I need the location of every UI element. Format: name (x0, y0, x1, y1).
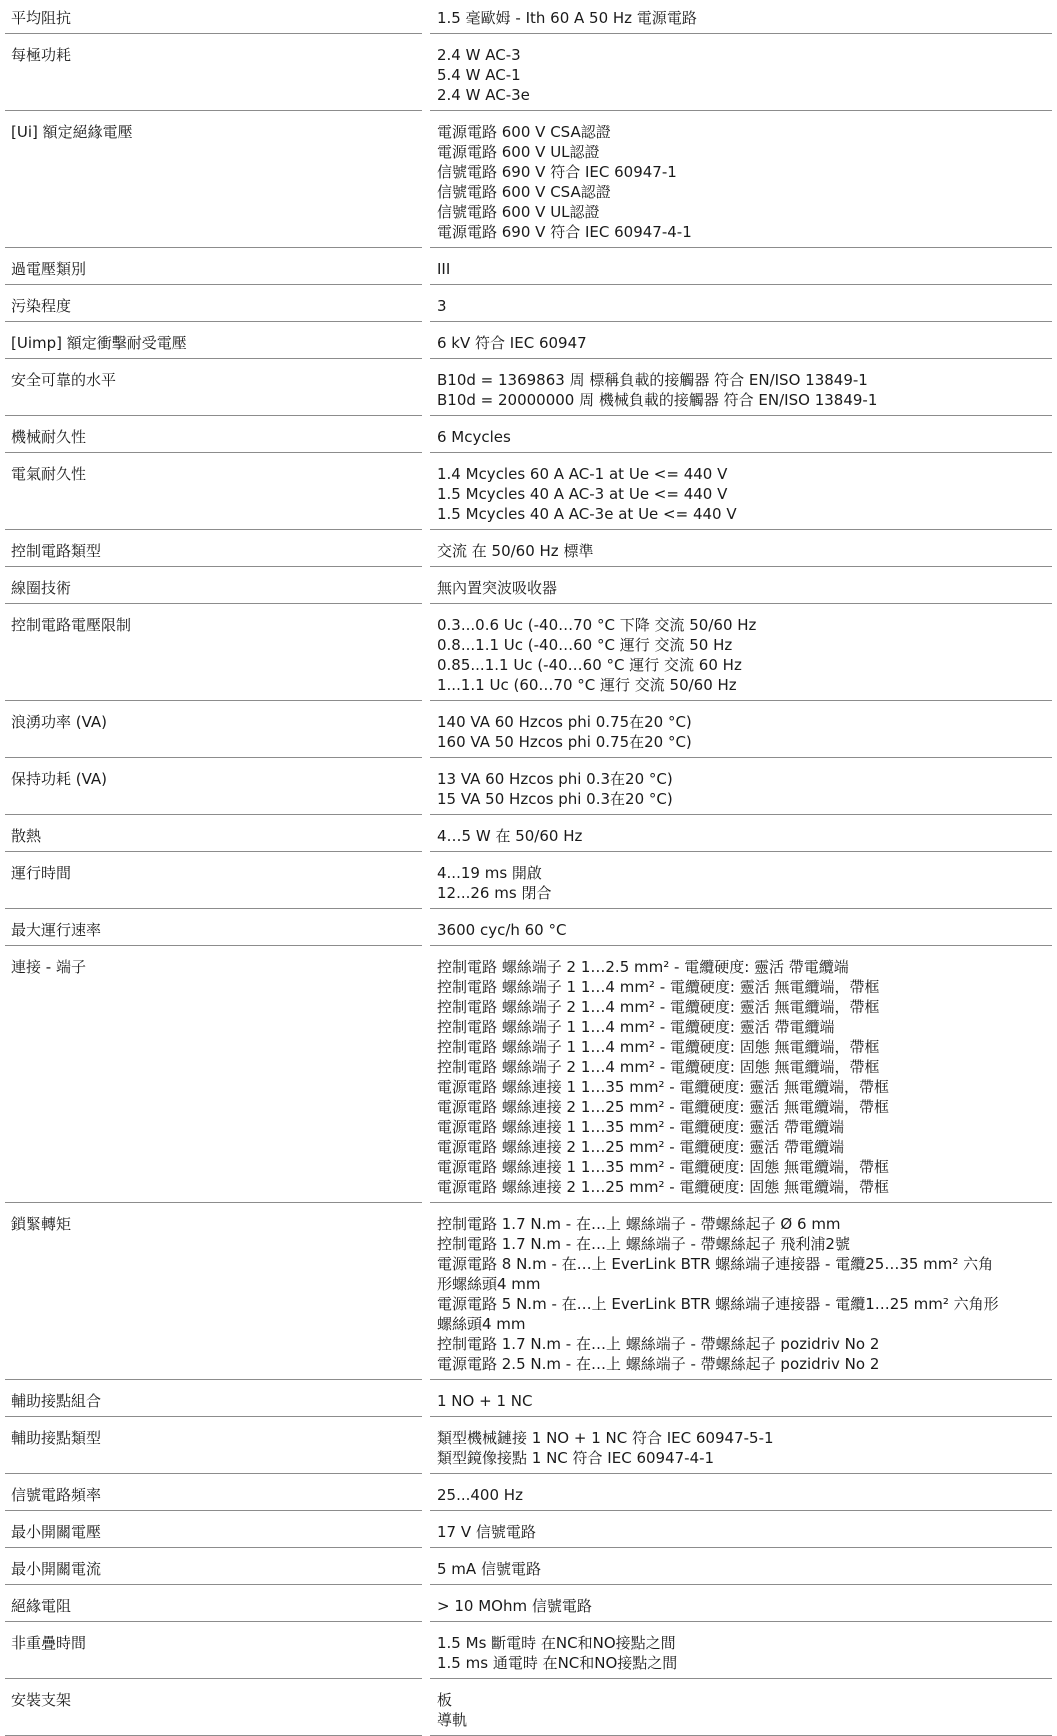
spec-value-line: 電源電路 8 N.m - 在…上 EverLink BTR 螺絲端子連接器 - 電纜25…35 mm² 六角 (437, 1255, 994, 1273)
spec-label: 信號電路頻率 (11, 1486, 102, 1504)
spec-value-cell (430, 5, 1052, 34)
spec-row (5, 917, 1052, 946)
spec-value-line: 0.3...0.6 Uc (-40…70 °C 下降 交流 50/60 Hz (437, 616, 757, 634)
spec-label-cell (5, 293, 422, 322)
spec-value-line: 控制電路 螺絲端子 1 1…4 mm² - 電纜硬度: 固態 無電纜端，帶框 (437, 1038, 880, 1056)
spec-value-cell (430, 823, 1052, 852)
spec-row (5, 461, 1052, 530)
spec-value-line: 4…5 W 在 50/60 Hz (437, 827, 583, 845)
spec-label-cell (5, 709, 422, 758)
spec-value-line: 2.4 W AC-3e (437, 86, 530, 104)
spec-value-line: 0.85...1.1 Uc (-40…60 °C 運行 交流 60 Hz (437, 656, 742, 674)
spec-row (5, 119, 1052, 248)
spec-table (5, 5, 1052, 1736)
spec-label: 每極功耗 (11, 46, 72, 64)
spec-value-cell (430, 1519, 1052, 1548)
spec-value-line: 15 VA 50 Hzcos phi 0.3在20 °C) (437, 790, 673, 808)
spec-label: 安裝支架 (11, 1691, 72, 1709)
spec-label: 最小開關電流 (11, 1560, 102, 1578)
spec-value-line: > 10 MOhm 信號電路 (437, 1597, 592, 1615)
spec-label: 輔助接點類型 (11, 1429, 102, 1447)
spec-value-line: 12...26 ms 閉合 (437, 884, 552, 902)
spec-label-cell (5, 1211, 422, 1380)
spec-label: 浪湧功率 (VA) (11, 713, 108, 731)
spec-row (5, 1482, 1052, 1511)
spec-value-line: 6 kV 符合 IEC 60947 (437, 334, 587, 352)
spec-value-line: 控制電路 1.7 N.m - 在…上 螺絲端子 - 帶螺絲起子 Ø 6 mm (437, 1215, 841, 1233)
spec-row (5, 823, 1052, 852)
spec-label: 安全可靠的水平 (11, 371, 117, 389)
spec-label: 平均阻抗 (11, 9, 72, 27)
spec-label: 非重疊時間 (11, 1634, 87, 1652)
spec-value-line: 電源電路 螺絲連接 2 1…25 mm² - 電纜硬度: 固態 無電纜端，帶框 (437, 1178, 890, 1196)
spec-value-line: 電源電路 螺絲連接 1 1…35 mm² - 電纜硬度: 靈活 帶電纜端 (437, 1118, 845, 1136)
spec-value-line: 電源電路 690 V 符合 IEC 60947-4-1 (437, 223, 692, 241)
spec-value-line: 17 V 信號電路 (437, 1523, 536, 1541)
spec-label: 控制電路類型 (11, 542, 102, 560)
spec-label-cell (5, 823, 422, 852)
spec-value-line: 螺絲頭4 mm (437, 1315, 526, 1333)
spec-value-cell (430, 1211, 1052, 1380)
spec-value-line: 1.5 ms 通電時 在NC和NO接點之間 (437, 1654, 678, 1672)
spec-value-cell (430, 1388, 1052, 1417)
spec-label-cell (5, 1593, 422, 1622)
spec-value-cell (430, 1630, 1052, 1679)
spec-value-cell (430, 424, 1052, 453)
spec-label: 最大運行速率 (11, 921, 102, 939)
spec-value-line: 控制電路 螺絲端子 1 1…4 mm² - 電纜硬度: 靈活 帶電纜端 (437, 1018, 835, 1036)
spec-value-line: 類型鏡像接點 1 NC 符合 IEC 60947-4-1 (437, 1449, 715, 1467)
spec-value-line: 160 VA 50 Hzcos phi 0.75在20 °C) (437, 733, 692, 751)
spec-label-cell (5, 1687, 422, 1736)
spec-value-cell (430, 119, 1052, 248)
spec-value-cell (430, 766, 1052, 815)
spec-value-line: 4...19 ms 開啟 (437, 864, 542, 882)
spec-label: [Ui] 額定絕緣電壓 (11, 123, 133, 141)
spec-label-cell (5, 917, 422, 946)
spec-row (5, 42, 1052, 111)
spec-value-line: 1.5 Mcycles 40 A AC-3e at Ue <= 440 V (437, 505, 737, 523)
spec-label-cell (5, 119, 422, 248)
spec-label-cell (5, 5, 422, 34)
spec-label-cell (5, 42, 422, 111)
spec-value-cell (430, 538, 1052, 567)
spec-row (5, 1425, 1052, 1474)
spec-value-line: 5.4 W AC-1 (437, 66, 521, 84)
spec-label-cell (5, 612, 422, 701)
spec-value-line: 1.4 Mcycles 60 A AC-1 at Ue <= 440 V (437, 465, 728, 483)
spec-label-cell (5, 1482, 422, 1511)
spec-label: [Uimp] 額定衝擊耐受電壓 (11, 334, 187, 352)
spec-value-line: 6 Mcycles (437, 428, 511, 446)
spec-value-line: 電源電路 600 V CSA認證 (437, 123, 611, 141)
spec-value-line: 25...400 Hz (437, 1486, 523, 1504)
spec-label-cell (5, 1425, 422, 1474)
spec-label: 控制電路電壓限制 (11, 616, 132, 634)
spec-value-line: 控制電路 1.7 N.m - 在…上 螺絲端子 - 帶螺絲起子 飛利浦2號 (437, 1235, 850, 1253)
spec-value-line: 信號電路 690 V 符合 IEC 60947-1 (437, 163, 677, 181)
spec-value-line: 1...1.1 Uc (60…70 °C 運行 交流 50/60 Hz (437, 676, 737, 694)
spec-value-line: 控制電路 螺絲端子 1 1…4 mm² - 電纜硬度: 靈活 無電纜端，帶框 (437, 978, 880, 996)
spec-value-cell (430, 709, 1052, 758)
spec-value-cell (430, 1556, 1052, 1585)
spec-label-cell (5, 954, 422, 1203)
spec-label: 散熱 (11, 827, 42, 845)
spec-label: 過電壓類別 (11, 260, 87, 278)
spec-row (5, 1211, 1052, 1380)
spec-label: 連接 - 端子 (11, 958, 86, 976)
spec-label-cell (5, 330, 422, 359)
spec-row (5, 367, 1052, 416)
spec-row (5, 1593, 1052, 1622)
spec-value-line: 5 mA 信號電路 (437, 1560, 541, 1578)
spec-row (5, 538, 1052, 567)
spec-value-line: 0.8...1.1 Uc (-40…60 °C 運行 交流 50 Hz (437, 636, 733, 654)
spec-value-cell (430, 917, 1052, 946)
spec-row (5, 256, 1052, 285)
spec-value-line: 控制電路 螺絲端子 2 1…2.5 mm² - 電纜硬度: 靈活 帶電纜端 (437, 958, 849, 976)
spec-value-line: 13 VA 60 Hzcos phi 0.3在20 °C) (437, 770, 673, 788)
spec-label: 線圈技術 (11, 579, 72, 597)
spec-row (5, 1687, 1052, 1736)
spec-label-cell (5, 1556, 422, 1585)
spec-value-cell (430, 612, 1052, 701)
spec-value-cell (430, 860, 1052, 909)
spec-value-line: 控制電路 螺絲端子 2 1…4 mm² - 電纜硬度: 靈活 無電纜端，帶框 (437, 998, 880, 1016)
spec-row (5, 612, 1052, 701)
spec-label-cell (5, 424, 422, 453)
spec-value-line: 2.4 W AC-3 (437, 46, 521, 64)
spec-row (5, 766, 1052, 815)
spec-value-line: B10d = 1369863 周 標稱負載的接觸器 符合 EN/ISO 13849-1 (437, 371, 868, 389)
spec-label-cell (5, 1388, 422, 1417)
spec-row (5, 1630, 1052, 1679)
spec-value-line: 3 (437, 297, 447, 315)
spec-row (5, 575, 1052, 604)
spec-label-cell (5, 461, 422, 530)
spec-label: 保持功耗 (VA) (11, 770, 108, 788)
spec-value-cell (430, 575, 1052, 604)
spec-value-cell (430, 1593, 1052, 1622)
spec-value-line: 1.5 Mcycles 40 A AC-3 at Ue <= 440 V (437, 485, 728, 503)
spec-row (5, 293, 1052, 322)
spec-value-line: 電源電路 2.5 N.m - 在…上 螺絲端子 - 帶螺絲起子 pozidriv No 2 (437, 1355, 880, 1373)
spec-label: 電氣耐久性 (11, 465, 87, 483)
spec-value-cell (430, 461, 1052, 530)
spec-value-line: 導軌 (437, 1711, 468, 1729)
spec-row (5, 709, 1052, 758)
spec-row (5, 954, 1052, 1203)
spec-value-cell (430, 954, 1052, 1203)
spec-label: 輔助接點組合 (11, 1392, 102, 1410)
spec-label: 運行時間 (11, 864, 72, 882)
spec-label: 機械耐久性 (11, 428, 87, 446)
spec-label-cell (5, 1519, 422, 1548)
spec-label-cell (5, 575, 422, 604)
spec-row (5, 424, 1052, 453)
spec-value-line: 交流 在 50/60 Hz 標準 (437, 542, 594, 560)
spec-label-cell (5, 860, 422, 909)
spec-value-line: 形螺絲頭4 mm (437, 1275, 541, 1293)
spec-value-line: 板 (437, 1691, 453, 1709)
spec-label-cell (5, 367, 422, 416)
spec-value-cell (430, 1425, 1052, 1474)
spec-value-line: 140 VA 60 Hzcos phi 0.75在20 °C) (437, 713, 692, 731)
spec-value-cell (430, 1687, 1052, 1736)
spec-value-cell (430, 293, 1052, 322)
spec-label-cell (5, 538, 422, 567)
spec-row (5, 1556, 1052, 1585)
spec-value-line: 信號電路 600 V CSA認證 (437, 183, 611, 201)
spec-value-cell (430, 330, 1052, 359)
spec-value-cell (430, 256, 1052, 285)
spec-value-line: 3600 cyc/h 60 °C (437, 921, 567, 939)
spec-value-line: 電源電路 600 V UL認證 (437, 143, 600, 161)
spec-value-line: 控制電路 1.7 N.m - 在…上 螺絲端子 - 帶螺絲起子 pozidriv No 2 (437, 1335, 880, 1353)
spec-row (5, 330, 1052, 359)
spec-value-line: 類型機械鏈接 1 NO + 1 NC 符合 IEC 60947-5-1 (437, 1429, 774, 1447)
spec-label-cell (5, 256, 422, 285)
spec-label: 最小開關電壓 (11, 1523, 102, 1541)
spec-value-line: III (437, 260, 451, 278)
spec-row (5, 5, 1052, 34)
spec-value-line: 1.5 毫歐姆 - Ith 60 A 50 Hz 電源電路 (437, 9, 697, 27)
spec-row (5, 1388, 1052, 1417)
spec-value-line: 電源電路 螺絲連接 1 1…35 mm² - 電纜硬度: 靈活 無電纜端，帶框 (437, 1078, 890, 1096)
spec-value-line: B10d = 20000000 周 機械負載的接觸器 符合 EN/ISO 13849-1 (437, 391, 878, 409)
spec-value-line: 控制電路 螺絲端子 2 1…4 mm² - 電纜硬度: 固態 無電纜端，帶框 (437, 1058, 880, 1076)
spec-label-cell (5, 766, 422, 815)
spec-row (5, 1519, 1052, 1548)
spec-label: 鎖緊轉矩 (11, 1215, 72, 1233)
spec-label: 絕緣電阻 (11, 1597, 72, 1615)
spec-value-line: 電源電路 螺絲連接 1 1…35 mm² - 電纜硬度: 固態 無電纜端，帶框 (437, 1158, 890, 1176)
spec-label-cell (5, 1630, 422, 1679)
spec-value-line: 電源電路 螺絲連接 2 1…25 mm² - 電纜硬度: 靈活 無電纜端，帶框 (437, 1098, 890, 1116)
spec-value-line: 1 NO + 1 NC (437, 1392, 533, 1410)
spec-value-cell (430, 42, 1052, 111)
spec-value-line: 電源電路 螺絲連接 2 1…25 mm² - 電纜硬度: 靈活 帶電纜端 (437, 1138, 845, 1156)
spec-value-line: 1.5 Ms 斷電時 在NC和NO接點之間 (437, 1634, 676, 1652)
spec-value-line: 信號電路 600 V UL認證 (437, 203, 600, 221)
spec-value-line: 電源電路 5 N.m - 在…上 EverLink BTR 螺絲端子連接器 - 電纜1…25 mm² 六角形 (437, 1295, 999, 1313)
spec-label: 污染程度 (11, 297, 72, 315)
spec-value-line: 無內置突波吸收器 (437, 579, 558, 597)
spec-row (5, 860, 1052, 909)
spec-value-cell (430, 1482, 1052, 1511)
spec-value-cell (430, 367, 1052, 416)
